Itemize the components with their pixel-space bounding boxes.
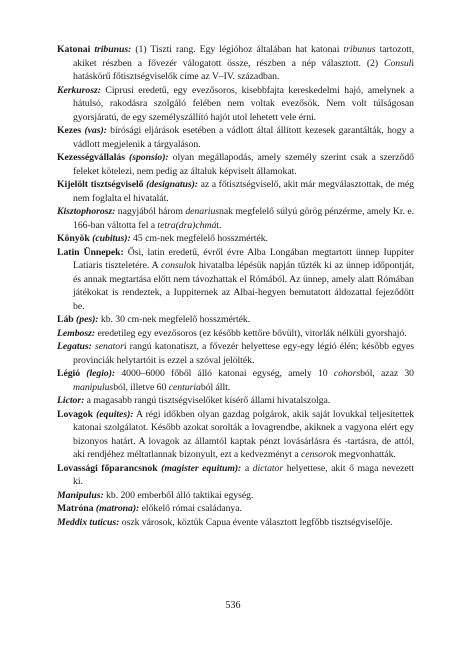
glossary-entry xyxy=(57,462,414,489)
glossary-list xyxy=(57,43,414,529)
entry-term: Légió xyxy=(57,368,81,379)
entry-term: Láb xyxy=(57,314,74,325)
entry-definition-text: i hatáskörű főtisztségviselők címe az V–IV. században. xyxy=(73,57,414,82)
entry-latin-term: (pes): xyxy=(76,314,99,325)
entry-definition-text: tartozott, akiket részben a fővezér válogatott össze, részben a nép választott. (2) xyxy=(73,44,415,69)
glossary-entry xyxy=(57,489,414,503)
entry-latin-term: (matrona): xyxy=(95,503,140,514)
entry-italic-word: censor xyxy=(301,449,327,460)
entry-term: Lictor: xyxy=(57,395,85,406)
entry-italic-word: centuria xyxy=(168,381,201,393)
entry-term: Meddix tuticus: xyxy=(57,516,120,528)
entry-definition-text: 45 cm-nek megfelelő hosszmérték. xyxy=(130,233,268,244)
entry-italic-word: dictator xyxy=(252,462,284,474)
entry-definition-text: olyan megállapodás, amely személy szerint csak a szerződő feleket kötelezi, nem pedig az általuk képviselt államokat. xyxy=(73,152,414,177)
entry-term: Kerkurosz: xyxy=(57,84,101,96)
entry-definition-text: (1) Tiszti rang. Egy légióhoz általában hat katonai xyxy=(131,44,344,55)
entry-definition-text: a magasabb rangú tisztségviselőket kísérő állami hivatalszolga. xyxy=(84,395,331,406)
entry-definition-text: A régi időkben olyan gazdag polgárok, akik saját lovukkal teljesítettek katonai szolgálatot. Később azokat sorolták a lovagrendbe, akiknek a vagyona elért egy bizonyos határt. A lovagok az államtól kaptak pénzt lovásárlásra és -tartásra, de attól, aki rendjéhez méltatlannak bizonyult, ezt a kedvezményt a xyxy=(73,408,415,460)
glossary-entry xyxy=(57,43,414,84)
entry-italic-word: tetra(dra)chmá xyxy=(157,219,217,231)
glossary-entry xyxy=(57,313,414,327)
glossary-entry xyxy=(57,367,414,394)
entry-term: Lovassági főparancsnok xyxy=(57,462,158,474)
entry-latin-term: (sponsio): xyxy=(129,152,169,163)
entry-definition-text: Ősi, latin eredetű, évről évre Alba Longában megtartott ünnep Iuppiter Latiaris tiszteletére. A xyxy=(73,246,414,271)
page-number: 536 xyxy=(225,600,241,611)
entry-term: Kezes xyxy=(57,125,82,136)
glossary-entry xyxy=(57,502,414,516)
entry-latin-term: (legio): xyxy=(86,368,116,379)
entry-term: Kijelölt tisztségviselő xyxy=(57,179,144,190)
entry-term: Matróna xyxy=(57,503,94,514)
entry-latin-term: tribunus: xyxy=(94,44,132,55)
entry-definition-text: kb. 30 cm-nek megfelelő hosszmérték. xyxy=(98,314,251,325)
glossary-entry xyxy=(57,516,414,530)
entry-term: Manipulus: xyxy=(57,489,104,501)
glossary-entry xyxy=(57,340,414,367)
glossary-entry xyxy=(57,178,414,205)
entry-term: Lembosz: xyxy=(57,327,96,339)
entry-definition-text: ból, azaz 30 xyxy=(360,368,415,379)
glossary-entry xyxy=(57,232,414,246)
glossary-entry xyxy=(57,124,414,151)
entry-italic-word: consul xyxy=(161,260,187,271)
glossary-entry xyxy=(57,327,414,341)
entry-term: Lovagok xyxy=(57,408,93,420)
entry-term: Kisztophorosz: xyxy=(57,206,116,217)
entry-italic-word: manipulus xyxy=(73,381,114,393)
entry-definition-text: a xyxy=(241,462,253,474)
entry-definition-text: ból, illetve 60 xyxy=(113,381,169,393)
glossary-entry xyxy=(57,151,414,178)
entry-latin-term: (cubitus): xyxy=(92,233,131,244)
entry-term: Könyök xyxy=(57,233,90,244)
entry-definition-text: helyettese, akit ő maga nevezett ki. xyxy=(73,462,415,487)
entry-definition-text: az a főtisztségviselő, akit már megválasztottak, de még nem foglalta el hivatalát. xyxy=(73,179,414,204)
entry-term: Latin Ünnepek: xyxy=(57,246,124,258)
entry-definition-text: 4000–6000 főből álló katonai egység, amely 10 xyxy=(115,368,334,379)
glossary-entry xyxy=(57,394,414,408)
entry-definition-text: i rangú katonatiszt, a fővezér helyettese egy-egy légió élén; később egyes provinciák helytartóit is ezzel a szóval jelölték. xyxy=(73,341,414,366)
entry-definition-text: eredetileg egy evezősoros (ez később kettőre bővült), vitorlák nélküli gyorshajó. xyxy=(95,327,407,339)
entry-definition-text: nagyjából három xyxy=(115,206,186,217)
glossary-entry xyxy=(57,408,414,462)
entry-definition-text: oszk városok, köztük Capua évente választott legfőbb tisztségviselője. xyxy=(119,516,393,528)
entry-term: Legatus: xyxy=(57,341,92,352)
entry-definition-text: ok hivatalba lépésük napján tűzték ki az ünnep időpontját, és annak megtartása előtt nem távozhattak el Rómából. Az ünnep, amely alatt Rómában játékokat is rendeztek, a Iuppiternek az Albai-hegyen bemutatott áldozattal fejeződött be. xyxy=(73,260,414,312)
entry-italic-word: Consul xyxy=(383,57,412,69)
entry-definition-text: előkelő római családanya. xyxy=(139,503,242,514)
glossary-entry xyxy=(57,84,414,125)
glossary-entry xyxy=(57,246,414,314)
entry-definition-text: ok megvonhatták. xyxy=(326,449,396,460)
entry-italic-word: cohors xyxy=(333,368,361,379)
glossary-entry xyxy=(57,205,414,232)
entry-italic-word: senator xyxy=(94,341,124,352)
entry-term: Katonai xyxy=(57,44,91,55)
entry-latin-term: (equites): xyxy=(96,408,134,420)
entry-latin-term: (vas): xyxy=(84,125,107,136)
entry-definition-text: kb. 200 emberből álló taktikai egység. xyxy=(103,489,254,501)
entry-latin-term: (magister equitum): xyxy=(161,462,242,474)
entry-definition-text: Ciprusi eredetű, egy evezősoros, kisebbfajta kereskedelmi hajó, amelynek a hátulsó, rakodásra szolgáló felében nem voltak evezősök. Nem volt túlságosan gyorsjáratú, de egy személyszállító hajót utol lehetett vele érni. xyxy=(73,84,414,123)
entry-definition-text: nak megfelelő súlyú görög pénzérme, amely Kr. e. 166-ban váltotta fel a xyxy=(73,206,414,231)
entry-definition-text: t. xyxy=(216,219,222,231)
entry-term: Kezességvállalás xyxy=(57,152,125,163)
entry-latin-term: (designatus): xyxy=(146,179,199,190)
entry-definition-text: ból állt. xyxy=(200,381,231,393)
entry-italic-word: tribunus xyxy=(343,44,376,55)
entry-italic-word: denarius xyxy=(185,206,220,217)
entry-definition-text: bírósági eljárások esetében a vádlott által állított kezesek garantálták, hogy a vádlott megjelenik a tárgyaláson. xyxy=(73,125,414,150)
